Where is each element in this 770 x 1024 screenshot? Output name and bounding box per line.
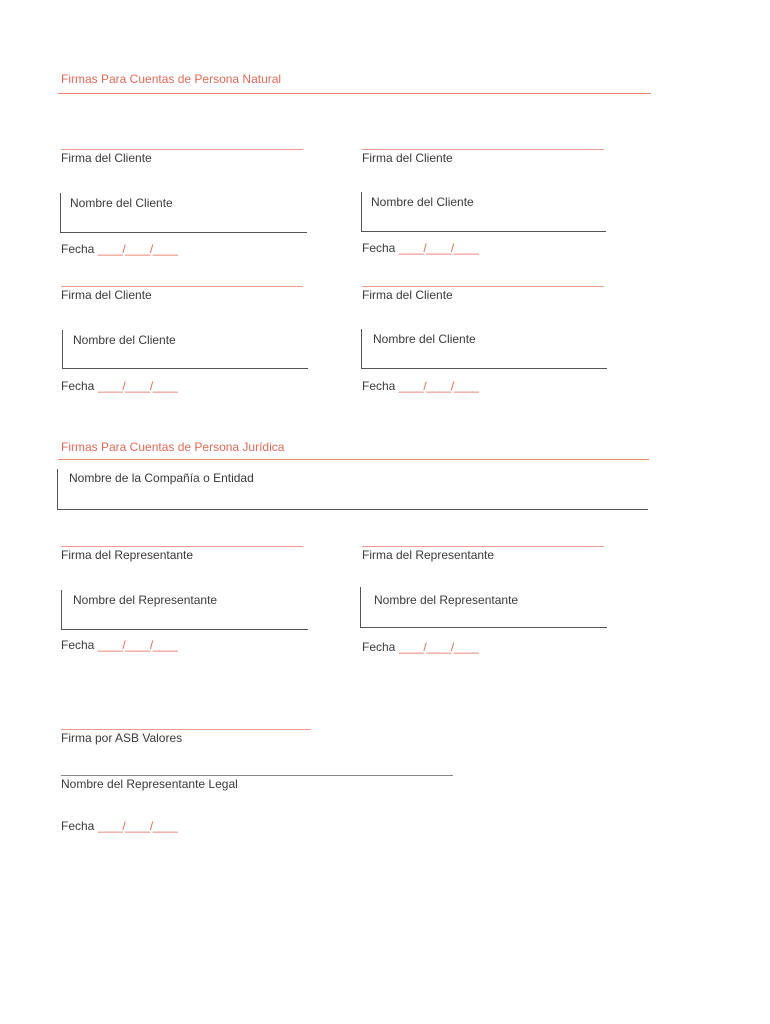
- nombre-representante-field[interactable]: [61, 590, 308, 630]
- signature-line[interactable]: [362, 149, 604, 150]
- fecha-label: Fecha: [362, 241, 396, 255]
- signature-line[interactable]: [362, 546, 604, 547]
- firma-asb-label: Firma por ASB Valores: [61, 731, 183, 745]
- nombre-cliente-field[interactable]: [60, 193, 307, 233]
- nombre-cliente-field[interactable]: [361, 192, 606, 232]
- fecha-blank: ____/____/____: [398, 640, 479, 654]
- signature-line[interactable]: [61, 546, 303, 547]
- nombre-representante-field[interactable]: [360, 587, 607, 628]
- section-rule-juridica: [58, 459, 649, 460]
- nombre-cliente-field[interactable]: [361, 329, 607, 369]
- fecha-label: Fecha: [61, 242, 95, 256]
- fecha-blank: ____/____/____: [398, 379, 479, 393]
- nombre-cliente-field[interactable]: [62, 330, 308, 369]
- firma-cliente-label: Firma del Cliente: [362, 288, 453, 302]
- section-title-natural: Firmas Para Cuentas de Persona Natural: [61, 72, 282, 86]
- signature-line[interactable]: [61, 149, 303, 150]
- signature-line[interactable]: [362, 286, 604, 287]
- fecha-blank: ____/____/____: [97, 379, 178, 393]
- fecha-blank: ____/____/____: [97, 819, 178, 833]
- fecha-field[interactable]: [61, 242, 177, 256]
- nombre-representante-label: Nombre del Representante: [73, 593, 218, 607]
- nombre-representante-label: Nombre del Representante: [374, 593, 519, 607]
- section-rule-natural: [58, 93, 651, 94]
- fecha-label: Fecha: [61, 379, 95, 393]
- fecha-field[interactable]: [362, 640, 478, 654]
- firma-cliente-label: Firma del Cliente: [61, 288, 152, 302]
- fecha-label: Fecha: [61, 819, 95, 833]
- nombre-cliente-label: Nombre del Cliente: [73, 333, 176, 347]
- nombre-cliente-label: Nombre del Cliente: [371, 195, 474, 209]
- section-title-juridica: Firmas Para Cuentas de Persona Jurídica: [61, 440, 285, 454]
- firma-cliente-label: Firma del Cliente: [362, 151, 453, 165]
- nombre-cliente-label: Nombre del Cliente: [373, 332, 476, 346]
- firma-representante-label: Firma del Representante: [61, 548, 194, 562]
- firma-representante-label: Firma del Representante: [362, 548, 495, 562]
- fecha-field[interactable]: [61, 638, 177, 652]
- fecha-blank: ____/____/____: [398, 241, 479, 255]
- nombre-entidad-label: Nombre de la Compañía o Entidad: [69, 471, 254, 485]
- fecha-blank: ____/____/____: [97, 242, 178, 256]
- fecha-label: Fecha: [61, 638, 95, 652]
- nombre-representante-legal-line[interactable]: [61, 775, 453, 776]
- fecha-field[interactable]: [362, 241, 478, 255]
- fecha-field[interactable]: [61, 379, 177, 393]
- signature-line-asb[interactable]: [61, 729, 311, 730]
- fecha-label: Fecha: [362, 640, 396, 654]
- fecha-field[interactable]: [362, 379, 478, 393]
- nombre-representante-legal-label: Nombre del Representante Legal: [61, 777, 238, 791]
- fecha-field[interactable]: [61, 819, 177, 833]
- nombre-entidad-field[interactable]: [57, 469, 648, 510]
- fecha-blank: ____/____/____: [97, 638, 178, 652]
- nombre-cliente-label: Nombre del Cliente: [70, 196, 173, 210]
- fecha-label: Fecha: [362, 379, 396, 393]
- firma-cliente-label: Firma del Cliente: [61, 151, 152, 165]
- signature-line[interactable]: [61, 286, 303, 287]
